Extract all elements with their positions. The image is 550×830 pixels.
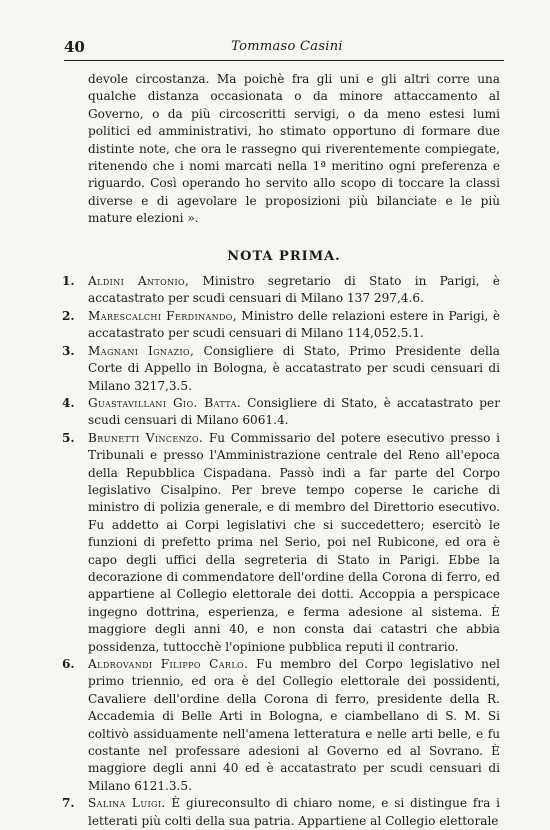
note-item (62, 430, 500, 656)
section-heading: NOTA PRIMA. (227, 248, 341, 264)
note-number: 4. (62, 395, 75, 410)
note-item (62, 343, 500, 395)
note-number: 5. (62, 430, 75, 445)
note-number: 2. (62, 308, 75, 323)
note-item (62, 395, 500, 430)
note-text: È giureconsulto di chiaro nome, e si distingue fra i letterati più colti della sua patria. Appartiene al Collegio elettorale (88, 796, 500, 828)
page-body (62, 71, 500, 830)
note-text: Consigliere di Stato, Primo Presidente della Corte di Appello in Bologna, è accatastrato per scudi censuari di Milano 3217,3.5. (88, 343, 500, 393)
note-person-name: Magnani Ignazio, (88, 343, 195, 358)
note-item (62, 795, 500, 830)
note-number: 3. (62, 343, 75, 358)
note-person-name: Salina Luigi. (88, 796, 166, 811)
page-header (64, 38, 510, 58)
note-text: Fu Commissario del potere esecutivo presso i Tribunali e presso l'Amministrazione centrale del Reno all'epoca della Repubblica Cispadana. Passò indi a far parte del Corpo legislativo Cisalpino. Per breve tempo coperse le cariche di ministro di polizia generale, e di membro del Direttorio esecutivo. Fu addetto ai Corpi legislativi che si succedettero; esercitò le funzioni di prefetto prima nel Serio, poi nel Rubicone, ed ora è capo degli uffici della segreteria di Stato in Parigi. Ebbe la decorazione di commendatore dell'ordine della Corona di ferro, ed appartiene al Collegio elettorale dei dotti. Accoppia a perspicace ingegno dottrina, esperienza, e ferma adesione al sistema. È maggiore degli anni 40, e non consta dai catastri che abbia possidenza, tuttocchè l'opinione pubblica reputi il contrario. (88, 430, 500, 654)
note-text: Ministro delle relazioni estere in Parigi, è accatastrato per scudi censuari di Milano 114,052.5.1. (88, 308, 500, 341)
note-text: Ministro segretario di Stato in Parigi, è accatastrato per scudi censuari di Milano 137 297,4.6. (88, 274, 500, 306)
running-head: Tommaso Casini (231, 39, 343, 54)
notes-list (62, 273, 500, 830)
note-person-name: Brunetti Vincenzo. (88, 430, 204, 445)
note-item (62, 656, 500, 795)
note-text: Fu membro del Corpo legislativo nel primo triennio, ed ora è del Collegio elettorale dei possidenti, Cavaliere dell'ordine della Corona di ferro, presidente della R. Accademia di Belle Arti in Bologna, e ciambellano di S. M. Si coltivò assiduamente nell'amena letteratura e nelle arti belle, e fu costante nel professare adesioni al Governo ed al Sovrano. È maggiore degli anni 40 ed è accatastrato per scudi censuari di Milano 6121.3.5. (88, 657, 500, 793)
note-item (62, 308, 500, 343)
note-text: Consigliere di Stato, è accatastrato per scudi censuari di Milano 6061.4. (88, 395, 500, 428)
page-number: 40 (64, 38, 85, 56)
note-number: 1. (62, 274, 75, 289)
header-rule (64, 60, 504, 61)
note-item (62, 273, 500, 308)
note-person-name: Aldini Antonio, (88, 274, 190, 289)
intro-paragraph: devole circostanza. Ma poichè fra gli uni e gli altri corre una qualche distanza occasionata o da minore attaccamento al Governo, o da più circoscritti servigi, o da meno estesi lumi politici ed amministrativi, ho stimato opportuno di formare due distinte note, che ora le rassegno qui riverentemente compiegate, ritenendo che i nomi marcati nella 1ª meritino ogni preferenza e riguardo. Così operando ho servito allo scopo di toccare la classi diverse e di agevolare le proposizioni più bilanciate e le più mature elezioni ». (88, 72, 500, 226)
note-number: 6. (62, 657, 75, 671)
note-person-name: Guastavillani Gio. Batta. (88, 395, 241, 410)
note-person-name: Aldrovandi Filippo Carlo. (88, 657, 249, 671)
note-person-name: Marescalchi Ferdinando, (88, 308, 238, 323)
note-number: 7. (62, 796, 75, 811)
